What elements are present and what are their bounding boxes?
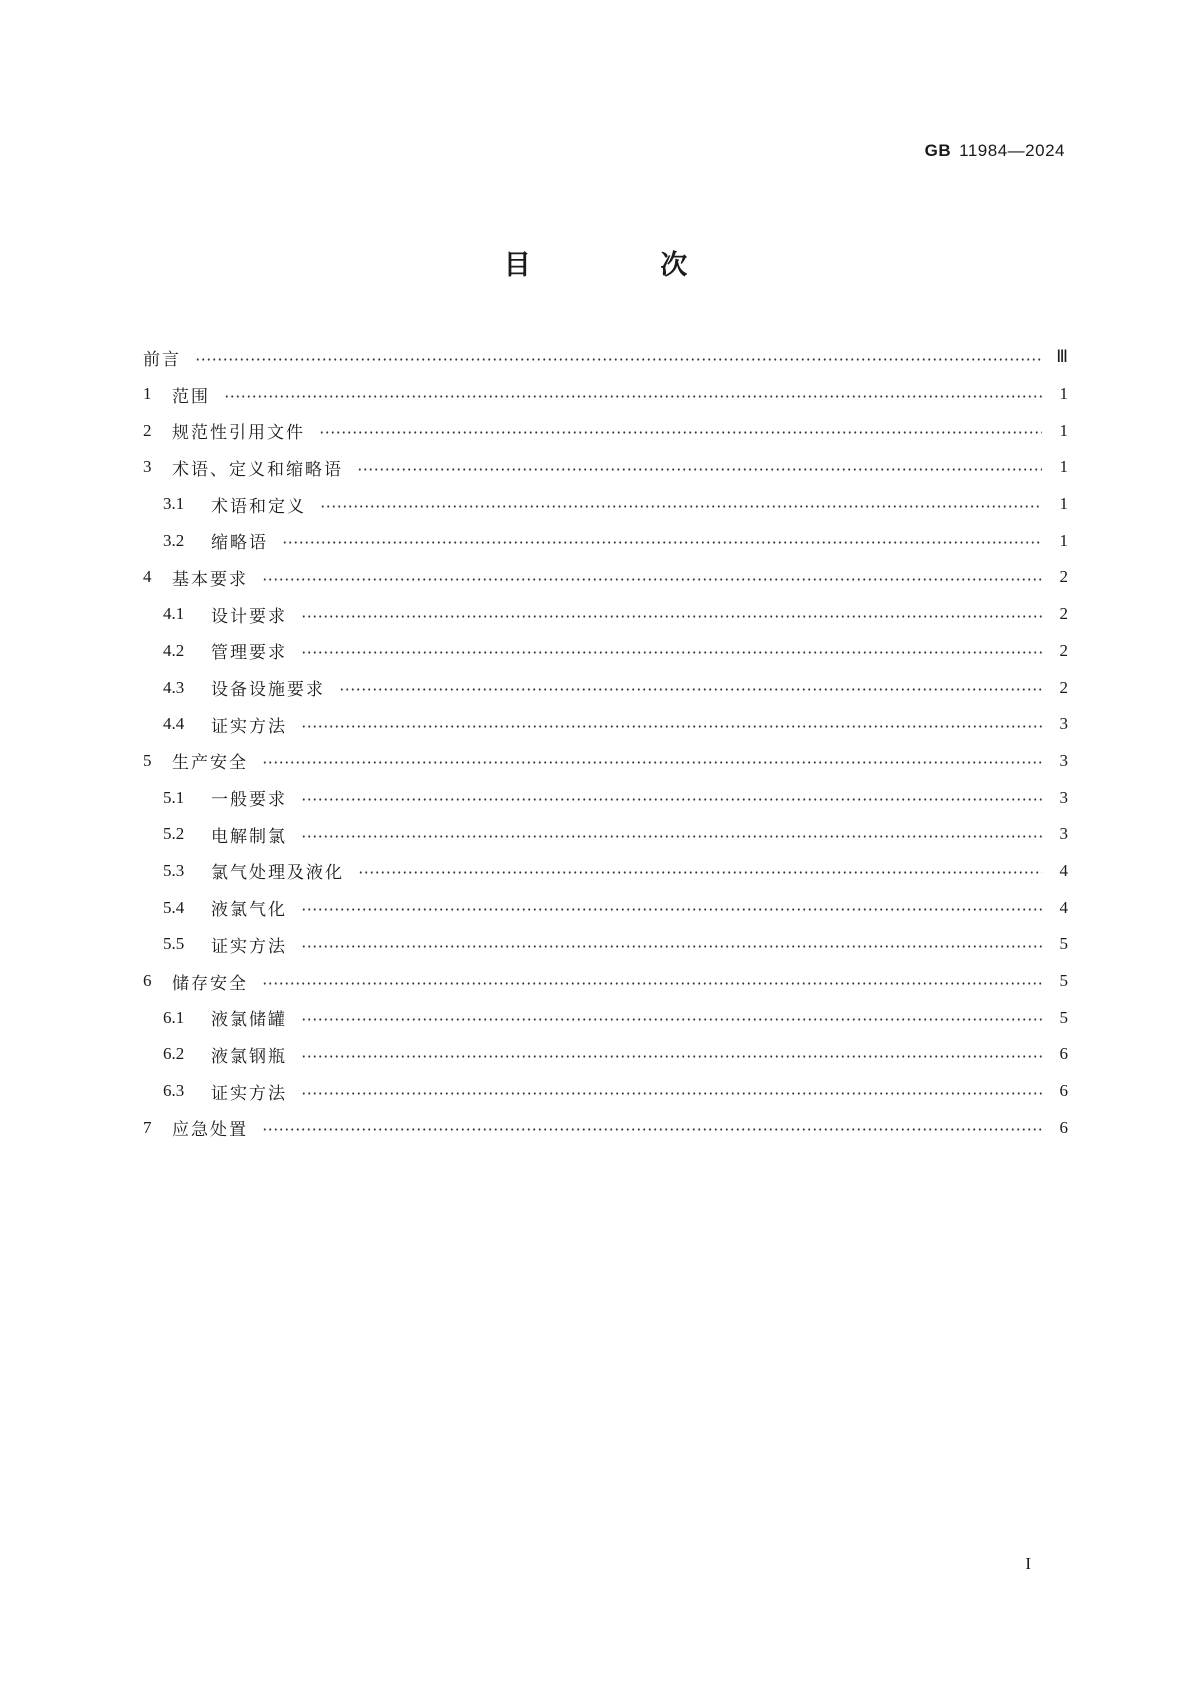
toc-leader-dots	[357, 461, 1042, 478]
toc-entry-number: 6.2	[163, 1044, 185, 1064]
toc-entry[interactable]	[143, 522, 1068, 559]
standard-code	[925, 141, 1065, 161]
toc-entry[interactable]	[143, 486, 1068, 523]
toc-entry-label: 证实方法	[211, 716, 287, 737]
toc-entry-number: 5.1	[163, 787, 185, 807]
toc-entry[interactable]	[143, 669, 1068, 706]
toc-entry-label: 氯气处理及液化	[211, 863, 344, 884]
toc-entry-page: 3	[1059, 824, 1068, 844]
toc-entry-number: 4	[143, 567, 152, 587]
toc-leader-dots	[301, 1048, 1042, 1065]
toc-leader-dots	[262, 571, 1042, 588]
toc-entry-label: 液氯气化	[211, 900, 287, 921]
toc-entry[interactable]	[143, 596, 1068, 633]
toc-leader-dots	[282, 534, 1042, 551]
toc-leader-dots	[301, 1085, 1042, 1102]
toc-leader-dots	[301, 938, 1042, 955]
toc-entry-number: 4.4	[163, 714, 185, 734]
toc-entry-page: Ⅲ	[1056, 347, 1068, 367]
toc-entry[interactable]	[143, 963, 1068, 1000]
toc-entry[interactable]	[143, 1109, 1068, 1146]
toc-entry[interactable]	[143, 779, 1068, 816]
toc-leader-dots	[262, 754, 1042, 771]
toc-entry[interactable]	[143, 816, 1068, 853]
table-of-contents	[143, 339, 1068, 1146]
toc-entry-page: 1	[1059, 530, 1068, 550]
toc-entry-label: 前言	[143, 349, 181, 370]
toc-entry-number: 5.2	[163, 824, 185, 844]
toc-entry-label: 生产安全	[172, 753, 248, 774]
toc-entry-page: 2	[1059, 567, 1068, 587]
toc-entry[interactable]	[143, 412, 1068, 449]
toc-entry-label: 设备设施要求	[211, 680, 325, 701]
toc-entry-label: 应急处置	[172, 1120, 248, 1141]
toc-entry-label: 一般要求	[211, 790, 287, 811]
toc-entry-label: 证实方法	[211, 1083, 287, 1104]
toc-entry-page: 6	[1059, 1117, 1068, 1137]
toc-entry-number: 5.4	[163, 897, 185, 917]
toc-leader-dots	[224, 388, 1042, 405]
toc-leader-dots	[301, 828, 1042, 845]
toc-entry-number: 6.3	[163, 1081, 185, 1101]
toc-entry-label: 液氯储罐	[211, 1010, 287, 1031]
toc-leader-dots	[195, 351, 1042, 368]
toc-entry-number: 5.5	[163, 934, 185, 954]
toc-entry-number: 7	[143, 1117, 152, 1137]
toc-entry[interactable]	[143, 1073, 1068, 1110]
toc-entry-label: 范围	[172, 386, 210, 407]
toc-leader-dots	[301, 901, 1042, 918]
toc-entry-page: 1	[1059, 494, 1068, 514]
toc-leader-dots	[319, 424, 1042, 441]
toc-entry-number: 3.2	[163, 530, 185, 550]
toc-entry-page: 2	[1059, 640, 1068, 660]
toc-entry-label: 电解制氯	[211, 826, 287, 847]
toc-entry-number: 2	[143, 420, 152, 440]
toc-entry[interactable]	[143, 1036, 1068, 1073]
toc-entry-page: 4	[1059, 860, 1068, 880]
standard-number: 11984—2024	[959, 141, 1065, 160]
toc-entry-label: 液氯钢瓶	[211, 1046, 287, 1067]
toc-entry[interactable]	[143, 633, 1068, 670]
toc-entry-page: 1	[1059, 384, 1068, 404]
toc-entry-page: 3	[1059, 750, 1068, 770]
toc-leader-dots	[301, 608, 1042, 625]
toc-entry[interactable]	[143, 926, 1068, 963]
toc-leader-dots	[339, 681, 1042, 698]
toc-entry-label: 设计要求	[211, 606, 287, 627]
toc-entry[interactable]	[143, 889, 1068, 926]
toc-entry[interactable]	[143, 853, 1068, 890]
toc-entry-number: 6.1	[163, 1007, 185, 1027]
toc-entry-number: 5	[143, 750, 152, 770]
toc-leader-dots	[301, 791, 1042, 808]
toc-entry-page: 5	[1059, 971, 1068, 991]
toc-entry-number: 4.2	[163, 640, 185, 660]
toc-entry-number: 1	[143, 384, 152, 404]
toc-entry-label: 储存安全	[172, 973, 248, 994]
toc-entry-page: 3	[1059, 787, 1068, 807]
toc-entry[interactable]	[143, 743, 1068, 780]
toc-leader-dots	[262, 1121, 1042, 1138]
toc-entry-page: 5	[1059, 1007, 1068, 1027]
toc-entry[interactable]	[143, 706, 1068, 743]
toc-entry-page: 5	[1059, 934, 1068, 954]
toc-entry-page: 2	[1059, 604, 1068, 624]
toc-leader-dots	[301, 1011, 1042, 1028]
toc-leader-dots	[301, 644, 1042, 661]
toc-entry-number: 3	[143, 457, 152, 477]
toc-entry-number: 4.3	[163, 677, 185, 697]
toc-leader-dots	[301, 718, 1042, 735]
toc-entry-page: 2	[1059, 677, 1068, 697]
toc-entry-page: 1	[1059, 420, 1068, 440]
toc-leader-dots	[320, 498, 1042, 515]
toc-entry-label: 基本要求	[172, 569, 248, 590]
toc-entry-label: 证实方法	[211, 936, 287, 957]
toc-entry-number: 4.1	[163, 604, 185, 624]
toc-entry[interactable]	[143, 559, 1068, 596]
toc-entry-page: 1	[1059, 457, 1068, 477]
toc-leader-dots	[358, 864, 1042, 881]
toc-entry-page: 6	[1059, 1081, 1068, 1101]
toc-entry[interactable]	[143, 449, 1068, 486]
toc-entry-page: 6	[1059, 1044, 1068, 1064]
toc-entry-label: 术语和定义	[211, 496, 306, 517]
toc-entry-label: 规范性引用文件	[172, 423, 305, 444]
toc-title: 目 次	[503, 250, 748, 281]
toc-entry-label: 管理要求	[211, 643, 287, 664]
toc-entry-number: 3.1	[163, 494, 185, 514]
toc-entry-label: 术语、定义和缩略语	[172, 459, 343, 480]
toc-entry[interactable]	[143, 339, 1068, 376]
toc-entry[interactable]	[143, 376, 1068, 413]
toc-entry-page: 3	[1059, 714, 1068, 734]
toc-entry-number: 6	[143, 971, 152, 991]
standard-prefix: GB	[924, 141, 952, 160]
toc-leader-dots	[262, 975, 1042, 992]
toc-entry[interactable]	[143, 999, 1068, 1036]
toc-entry-number: 5.3	[163, 860, 185, 880]
toc-entry-label: 缩略语	[211, 533, 268, 554]
page-number: I	[1025, 1554, 1031, 1573]
toc-entry-page: 4	[1059, 897, 1068, 917]
